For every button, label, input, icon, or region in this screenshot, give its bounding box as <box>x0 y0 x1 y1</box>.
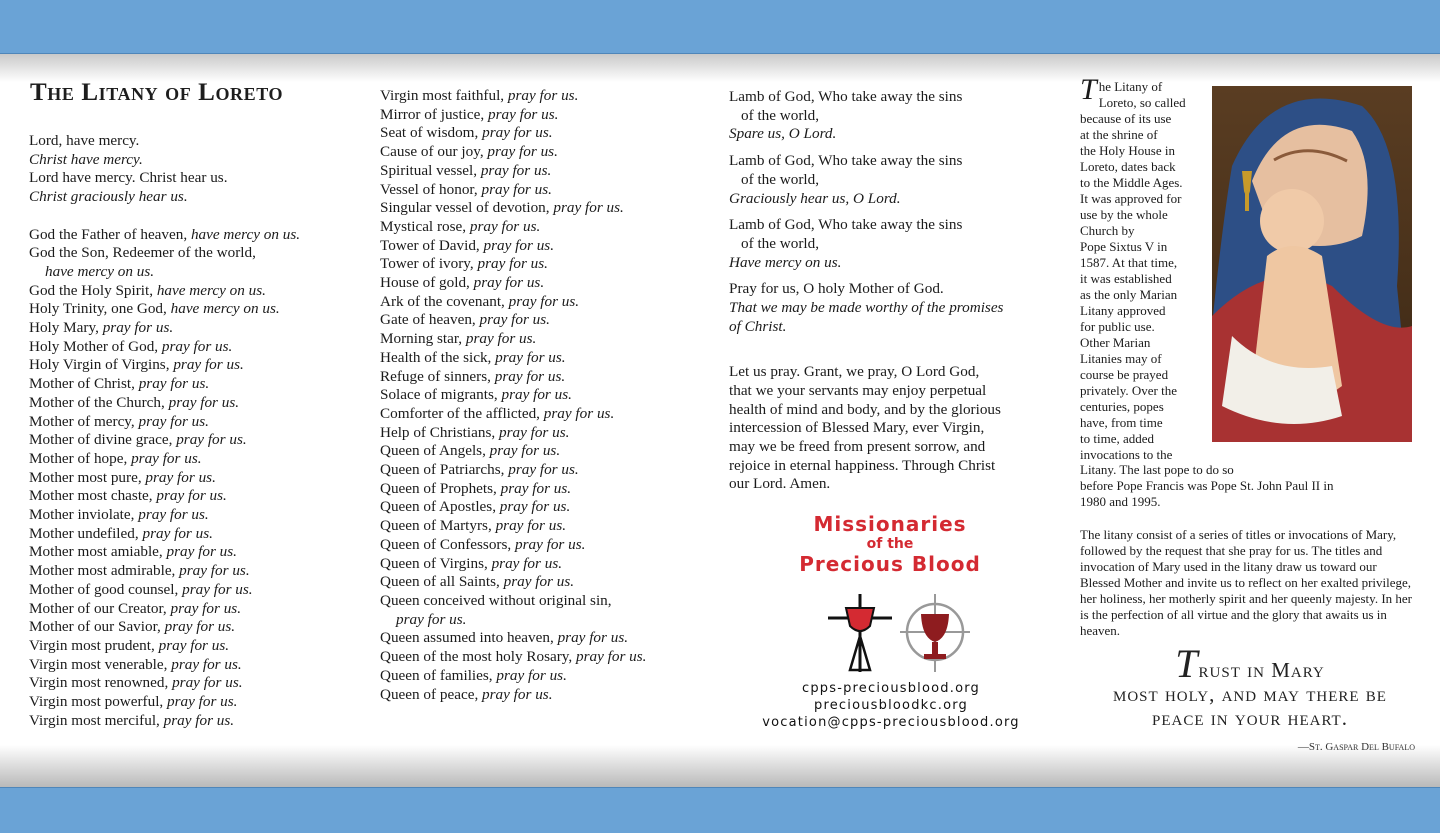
invocation-response: pray for us. <box>167 693 238 711</box>
invocation-text: Refuge of sinners, <box>380 367 495 385</box>
bottom-band <box>0 787 1440 833</box>
quote-cap: T <box>1175 641 1199 686</box>
history-text <box>1080 73 1210 463</box>
invocation-response: pray for us. <box>508 292 580 310</box>
invocation-text: Holy Virgin of Virgins, <box>29 356 174 374</box>
invocation-line <box>380 311 646 330</box>
invocation-text: Mother inviolate, <box>29 506 139 524</box>
invocation-response: Christ graciously hear us. <box>29 188 188 206</box>
invocation-response: pray for us. <box>161 337 233 355</box>
invocation-text: Mother most amiable, <box>29 543 167 561</box>
prayer-line: Let us pray. Grant, we pray, O Lord God, <box>729 363 980 381</box>
invocation-line <box>29 300 300 319</box>
invocation-response: pray for us. <box>500 479 572 497</box>
invocation-line <box>29 356 300 375</box>
invocation-response: have mercy on us. <box>156 281 266 299</box>
history-line: use by the whole <box>1080 207 1168 222</box>
invocation-text: God the Son, Redeemer of the world, <box>29 244 256 262</box>
history-line: 1587. At that time, <box>1080 255 1178 270</box>
quote-line-2: most holy, and may there be <box>1113 682 1387 706</box>
invocation-response: pray for us. <box>176 431 247 449</box>
invocation-text: Solace of migrants, <box>380 386 502 404</box>
history-line: 1980 and 1995. <box>1080 494 1161 509</box>
invocation-text: Queen of all Saints, <box>380 573 504 591</box>
invocation-line <box>380 106 646 125</box>
invocation-text: Mother of mercy, <box>29 412 139 430</box>
invocation-line <box>380 349 646 368</box>
brand-name <box>770 512 1010 576</box>
lamb-line: of the world, <box>741 106 820 124</box>
invocation-text: Tower of ivory, <box>380 255 478 273</box>
invocation-response: pray for us. <box>487 143 558 161</box>
invocation-response: pray for us. <box>543 404 615 422</box>
history-line: Litany. The last pope to do so <box>1080 462 1234 477</box>
lamb-of-god-1 <box>729 88 1003 144</box>
invocation-line <box>380 87 646 106</box>
invocation-line <box>29 656 300 675</box>
history-line: Litany approved <box>1080 303 1166 318</box>
invocation-line <box>380 124 646 143</box>
prayer-line: rejoice in eternal happiness. Through Christ <box>729 456 996 474</box>
invocation-line <box>29 282 300 301</box>
invocation-line <box>380 667 646 686</box>
lamb-line: of the world, <box>741 170 820 188</box>
brand-line-2: of the <box>866 536 914 552</box>
invocation-line <box>29 562 300 581</box>
lamb-line: Lamb of God, Who take away the sins <box>729 152 963 170</box>
invocation-response: pray for us. <box>138 375 210 393</box>
invocation-response: pray for us. <box>479 311 550 329</box>
invocation-response: pray for us. <box>576 648 647 666</box>
invocation-line <box>29 600 300 619</box>
invocation-text: Queen of families, <box>380 666 497 684</box>
invocation-response: pray for us. <box>158 636 230 654</box>
lamb-of-god-2 <box>729 152 1003 208</box>
history-line: course be prayed <box>1080 367 1169 382</box>
quote-attribution: —St. Gaspar Del Bufalo <box>1297 741 1415 753</box>
invocation-line <box>380 648 646 667</box>
invocation-response: pray for us. <box>480 161 552 179</box>
invocation-text: Cause of our joy, <box>380 143 488 161</box>
invocation-response: pray for us. <box>166 543 237 561</box>
invocation-text: Queen of Prophets, <box>380 479 501 497</box>
invocation-text: Mother of divine grace, <box>29 431 177 449</box>
invocation-text: Ark of the covenant, <box>380 292 509 310</box>
invocation-text: Queen of Confessors, <box>380 535 515 553</box>
history-line: Litanies may of <box>1080 351 1162 366</box>
invocation-response: have mercy on us. <box>190 225 301 243</box>
invocation-line <box>29 394 300 413</box>
invocation-response: pray for us. <box>487 105 559 123</box>
invocation-line <box>29 618 300 637</box>
invocation-line <box>380 536 646 555</box>
top-band <box>0 0 1440 54</box>
invocation-response: pray for us. <box>499 498 571 516</box>
dropcap: T <box>1080 73 1097 106</box>
history-line: to time, added <box>1080 431 1155 446</box>
invocation-line <box>29 712 300 731</box>
invocation-text: Seat of wisdom, <box>380 124 483 142</box>
invocation-text: Virgin most venerable, <box>29 655 172 673</box>
invocation-line <box>29 450 300 469</box>
invocation-response: pray for us. <box>553 199 624 217</box>
invocation-response: pray for us. <box>503 573 575 591</box>
invocation-response: pray for us. <box>496 666 567 684</box>
invocation-response: pray for us. <box>495 348 566 366</box>
chalice-circle-icon <box>900 594 970 672</box>
website-link-1[interactable]: cpps-preciousblood.org <box>801 681 981 696</box>
invocation-line <box>380 237 646 256</box>
history-line: have, from time <box>1080 415 1163 430</box>
invocation-line <box>29 543 300 562</box>
invocation-text: God the Holy Spirit, <box>29 281 157 299</box>
invocation-line <box>380 498 646 517</box>
lamb-response: Spare us, O Lord. <box>729 125 837 143</box>
invocation-text: Mother most admirable, <box>29 562 180 580</box>
prayer-line: that we your servants may enjoy perpetual <box>729 381 987 399</box>
page-title: The Litany of Loreto <box>30 79 284 106</box>
history-line: Church by <box>1080 223 1135 238</box>
spacer <box>29 207 300 226</box>
cross-chalice-icon <box>828 594 892 672</box>
invocation-line <box>380 162 646 181</box>
history-line: Pope Sixtus V in <box>1080 239 1168 254</box>
invocation-text: Comforter of the afflicted, <box>380 404 544 422</box>
history-text-wide <box>1080 462 1420 510</box>
history-line: Loreto, so called <box>1098 95 1186 110</box>
invocation-text: Mother of the Church, <box>29 393 169 411</box>
invocation-response: pray for us. <box>131 449 202 467</box>
invocation-response: pray for us. <box>168 393 240 411</box>
invocation-text: Mother of our Creator, <box>29 599 171 617</box>
brand-line-1: Missionaries <box>813 512 967 536</box>
invocation-line <box>380 368 646 387</box>
prayer-line: may we be freed from present sorrow, and <box>729 437 986 455</box>
invocation-response: pray for us. <box>482 124 553 142</box>
history-line: privately. Over the <box>1080 383 1177 398</box>
invocation-response: pray for us. <box>182 580 253 598</box>
invocation-response: pray for us. <box>173 356 244 374</box>
contact-links <box>760 680 1022 731</box>
invocation-line <box>29 469 300 488</box>
invocation-line <box>380 405 646 424</box>
invocation-response: pray for us. <box>557 629 629 647</box>
history-line: for public use. <box>1080 319 1155 334</box>
madonna-and-child-painting <box>1212 86 1412 442</box>
invocation-text: Holy Mother of God, <box>29 337 162 355</box>
history-line: Other Marian <box>1080 335 1151 350</box>
invocation-text: God the Father of heaven, <box>29 225 191 243</box>
invocation-response: pray for us. <box>171 655 242 673</box>
invocation-text: Virgin most faithful, <box>380 87 508 104</box>
invocation-line <box>380 218 646 237</box>
invocation-line <box>29 637 300 656</box>
invocation-line <box>29 581 300 600</box>
response-line: of Christ. <box>729 317 787 335</box>
invocation-line <box>29 525 300 544</box>
invocation-text: Mother most chaste, <box>29 487 157 505</box>
invocation-text: Mother of our Savior, <box>29 618 165 636</box>
invocation-response: pray for us. <box>491 554 563 572</box>
invocation-response: pray for us. <box>494 367 566 385</box>
brand-logos <box>820 592 980 674</box>
invocation-line <box>380 386 646 405</box>
invocation-line <box>29 188 300 207</box>
history-line: centuries, popes <box>1080 399 1164 414</box>
invocation-line <box>380 611 646 630</box>
invocation-text: Help of Christians, <box>380 423 499 441</box>
invocation-text: Tower of David, <box>380 236 484 254</box>
invocation-line <box>380 686 646 705</box>
invocation-line <box>29 506 300 525</box>
invocation-text: Virgin most renowned, <box>29 674 173 692</box>
invocation-response: pray for us. <box>495 517 567 535</box>
invocation-text: Spiritual vessel, <box>380 161 481 179</box>
invocation-text: Queen of the most holy Rosary, <box>380 648 576 666</box>
closing-prayer <box>729 363 1003 494</box>
invocation-text: Holy Mary, <box>29 319 103 337</box>
invocation-line <box>380 555 646 574</box>
invocation-line <box>380 274 646 293</box>
invocation-text: Holy Trinity, one God, <box>29 300 171 318</box>
invocation-text: Queen of Apostles, <box>380 498 500 516</box>
invocation-response: pray for us. <box>482 685 553 703</box>
invocation-line <box>29 263 300 282</box>
history-line: Loreto, dates back <box>1080 159 1176 174</box>
invocation-response: pray for us. <box>469 217 541 235</box>
litany-column-2 <box>380 87 646 704</box>
invocation-line <box>29 132 300 151</box>
invocation-line <box>29 319 300 338</box>
invocation-line <box>380 629 646 648</box>
invocation-response: pray for us. <box>507 87 579 104</box>
invocation-response: pray for us. <box>483 236 554 254</box>
history-line: invocations to the <box>1080 447 1173 462</box>
invocation-response: pray for us. <box>508 461 579 479</box>
invocation-response: pray for us. <box>138 506 209 524</box>
invocation-text: Mystical rose, <box>380 217 470 235</box>
invocation-line <box>380 293 646 312</box>
invocation-response: Christ have mercy. <box>29 150 143 168</box>
invocation-text: Singular vessel of devotion, <box>380 199 554 217</box>
litany-column-1 <box>29 132 300 730</box>
lamb-response: Graciously hear us, O Lord. <box>729 189 901 207</box>
invocation-response: have mercy on us. <box>170 300 280 318</box>
invocation-text: House of gold, <box>380 274 474 292</box>
invocation-text: Vessel of honor, <box>380 180 482 198</box>
invocation-response: pray for us. <box>489 442 561 460</box>
litany-column-3 <box>729 88 1003 494</box>
email-link[interactable]: vocation@cpps-preciousblood.org <box>762 715 1020 730</box>
invocation-text: Mother of Christ, <box>29 375 139 393</box>
invocation-line <box>29 226 300 245</box>
invocation-response: pray for us. <box>172 674 243 692</box>
history-intro <box>1080 73 1210 463</box>
invocation-line <box>380 461 646 480</box>
invocation-text: Queen of peace, <box>380 685 483 703</box>
invocation-response: pray for us. <box>163 711 235 729</box>
invocation-response: pray for us. <box>498 423 570 441</box>
invocation-text: Queen conceived without original sin, <box>380 591 612 609</box>
invocation-response: pray for us. <box>481 180 552 198</box>
lamb-line: Lamb of God, Who take away the sins <box>729 216 963 234</box>
invocation-text: Queen of Martyrs, <box>380 517 496 535</box>
invocation-line <box>380 573 646 592</box>
invocation-response: pray for us. <box>138 412 209 430</box>
history-line: because of its use <box>1080 111 1172 126</box>
invocation-response: pray for us. <box>396 610 467 628</box>
quote-line-1: rust in Mary <box>1198 658 1325 682</box>
invocation-line <box>380 480 646 499</box>
invocation-line <box>29 169 300 188</box>
invocation-line <box>29 151 300 170</box>
lamb-response: Have mercy on us. <box>729 253 842 271</box>
versicle <box>729 280 1003 336</box>
invocation-line <box>29 431 300 450</box>
prayer-line: our Lord. Amen. <box>729 475 831 493</box>
invocation-text: Queen of Angels, <box>380 442 490 460</box>
history-line: before Pope Francis was Pope St. John Paul II in <box>1080 478 1334 493</box>
bottom-shadow <box>0 745 1440 787</box>
invocation-text: Morning star, <box>380 330 466 348</box>
invocation-text: Virgin most prudent, <box>29 636 159 654</box>
invocation-response: pray for us. <box>170 599 241 617</box>
invocation-response: pray for us. <box>465 330 537 348</box>
prayer-line: intercession of Blessed Mary, ever Virgin, <box>729 419 985 437</box>
invocation-text: Mirror of justice, <box>380 105 488 123</box>
history-line: the Holy House in <box>1080 143 1175 158</box>
lamb-of-god-3 <box>729 216 1003 272</box>
invocation-text: Mother of hope, <box>29 449 132 467</box>
brand-line-3: Precious Blood <box>799 552 981 576</box>
response-line: That we may be made worthy of the promises <box>729 299 1004 317</box>
invocation-line <box>380 424 646 443</box>
invocation-response: pray for us. <box>156 487 227 505</box>
invocation-response: pray for us. <box>477 255 548 273</box>
invocation-line <box>380 442 646 461</box>
invocation-line <box>380 199 646 218</box>
invocation-line <box>380 181 646 200</box>
invocation-text: Queen of Patriarchs, <box>380 461 509 479</box>
invocation-response: pray for us. <box>473 274 545 292</box>
invocation-text: Lord, have mercy. <box>29 132 140 149</box>
invocation-response: pray for us. <box>514 535 586 553</box>
invocation-line <box>29 413 300 432</box>
history-line: it was established <box>1080 271 1172 286</box>
invocation-line <box>29 244 300 263</box>
invocation-response: pray for us. <box>102 319 174 337</box>
invocation-text: Mother of good counsel, <box>29 580 183 598</box>
lamb-line: Lamb of God, Who take away the sins <box>729 88 963 105</box>
history-line: he Litany of <box>1098 79 1163 94</box>
invocation-text: Virgin most powerful, <box>29 693 168 711</box>
invocation-line <box>29 487 300 506</box>
history-line: It was approved for <box>1080 191 1182 206</box>
invocation-text: Mother most pure, <box>29 468 146 486</box>
invocation-line <box>29 338 300 357</box>
invocation-text: Queen assumed into heaven, <box>380 629 558 647</box>
invocation-response: pray for us. <box>164 618 236 636</box>
litany-explanation: The litany consist of a series of titles or invocations of Mary, followed by the request that she pray for us. The titles and invocation of Mary used in the litany draw us toward our Blessed Mother and invite us to reflect on her exalted privilege, her holiness, her motherly spirit and her queenly majesty. In her is the perfection of all virtue and the glory that awaits us in heaven. <box>1080 527 1413 638</box>
history-line: as the only Marian <box>1080 287 1178 302</box>
history-line: at the shrine of <box>1080 127 1158 142</box>
invocation-line <box>29 674 300 693</box>
invocation-line <box>29 693 300 712</box>
invocation-text: Health of the sick, <box>380 348 496 366</box>
website-link-2[interactable]: preciousbloodkc.org <box>814 698 968 713</box>
invocation-response: pray for us. <box>501 386 572 404</box>
invocation-text: Queen of Virgins, <box>380 554 492 572</box>
invocation-line <box>380 255 646 274</box>
invocation-line <box>380 517 646 536</box>
top-shadow <box>0 54 1440 82</box>
invocation-response: pray for us. <box>179 562 250 580</box>
quote-line-3: peace in your heart. <box>1152 706 1348 730</box>
lamb-line: of the world, <box>741 234 820 252</box>
invocation-response: pray for us. <box>142 524 213 542</box>
invocation-response: pray for us. <box>145 468 216 486</box>
invocation-line <box>380 330 646 349</box>
invocation-line <box>29 375 300 394</box>
invocation-text: Lord have mercy. Christ hear us. <box>29 169 228 187</box>
versicle-line: Pray for us, O holy Mother of God. <box>729 280 944 298</box>
invocation-text: Gate of heaven, <box>380 311 480 329</box>
history-line: to the Middle Ages. <box>1080 175 1183 190</box>
invocation-line <box>380 592 646 611</box>
invocation-line <box>380 143 646 162</box>
quote <box>1080 641 1420 730</box>
prayer-line: health of mind and body, and by the glorious <box>729 400 1001 418</box>
invocation-text: Mother undefiled, <box>29 524 143 542</box>
invocation-text: Virgin most merciful, <box>29 711 164 729</box>
invocation-response: have mercy on us. <box>45 262 155 280</box>
